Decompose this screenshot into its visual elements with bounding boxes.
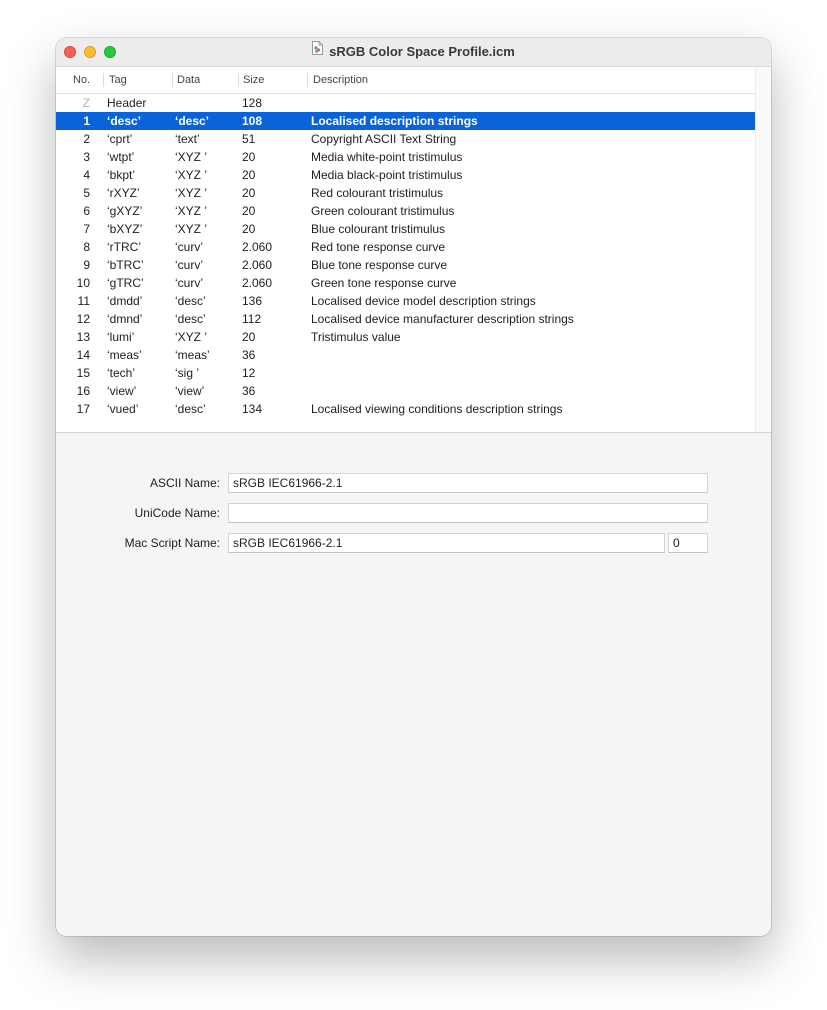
cell-tag: ‘bTRC’ <box>107 258 144 272</box>
cell-description: Blue tone response curve <box>311 258 448 272</box>
cell-size: 20 <box>242 204 256 218</box>
cell-no: 1 <box>83 114 90 128</box>
cell-description: Tristimulus value <box>311 330 401 344</box>
cell-data: ‘text’ <box>175 132 200 146</box>
cell-size: 36 <box>242 348 256 362</box>
cell-size: 20 <box>242 186 256 200</box>
cell-size: 51 <box>242 132 256 146</box>
column-header-no[interactable]: No. <box>73 74 91 86</box>
column-divider <box>307 73 308 87</box>
cell-no: 3 <box>83 150 90 164</box>
cell-no: 7 <box>83 222 90 236</box>
cell-no: 5 <box>83 186 90 200</box>
cell-data: ‘XYZ ’ <box>175 204 208 218</box>
column-header-data[interactable]: Data <box>177 74 201 86</box>
table-scrollbar[interactable] <box>755 67 771 432</box>
cell-size: 128 <box>242 96 263 110</box>
cell-no: 15 <box>76 366 90 380</box>
cell-description: Media black-point tristimulus <box>311 168 463 182</box>
cell-data: ‘desc’ <box>175 294 206 308</box>
unicode-name-label: UniCode Name: <box>134 506 220 520</box>
ascii-name-label: ASCII Name: <box>149 476 220 490</box>
cell-description: Media white-point tristimulus <box>311 150 463 164</box>
cell-tag: ‘rTRC’ <box>107 240 141 254</box>
cell-description: Green colourant tristimulus <box>311 204 455 218</box>
table-row[interactable] <box>56 184 756 202</box>
cell-size: 136 <box>242 294 263 308</box>
cell-data: ‘meas’ <box>175 348 210 362</box>
cell-data: ‘view’ <box>175 384 205 398</box>
cell-tag: ‘cprt’ <box>107 132 133 146</box>
mac-script-name-label: Mac Script Name: <box>124 536 220 550</box>
cell-size: 36 <box>242 384 256 398</box>
title-bar[interactable] <box>56 38 771 67</box>
cell-no: Z <box>82 96 90 110</box>
profile-window <box>56 38 771 936</box>
table-row[interactable] <box>56 148 756 166</box>
table-row[interactable] <box>56 238 756 256</box>
window-title: sRGB Color Space Profile.icm <box>329 44 515 59</box>
table-row[interactable] <box>56 310 756 328</box>
cell-data: ‘XYZ ’ <box>175 150 208 164</box>
table-row[interactable] <box>56 400 756 418</box>
cell-tag: ‘wtpt’ <box>107 150 135 164</box>
cell-data: ‘curv’ <box>175 258 204 272</box>
cell-no: 17 <box>76 402 90 416</box>
mac-script-name-field[interactable] <box>228 533 665 553</box>
mac-script-code-field[interactable] <box>668 533 708 553</box>
cell-tag: ‘lumi’ <box>107 330 135 344</box>
table-row[interactable] <box>56 130 756 148</box>
cell-description: Localised device manufacturer description strings <box>311 312 574 326</box>
window-title-area <box>56 38 771 66</box>
table-row[interactable] <box>56 346 756 364</box>
cell-tag: ‘gXYZ’ <box>107 204 143 218</box>
cell-tag: ‘desc’ <box>107 114 142 128</box>
cell-size: 12 <box>242 366 256 380</box>
ascii-name-field[interactable] <box>228 473 708 493</box>
cell-tag: ‘gTRC’ <box>107 276 144 290</box>
column-divider <box>172 73 173 87</box>
cell-data: ‘sig ’ <box>175 366 200 380</box>
cell-no: 2 <box>83 132 90 146</box>
cell-description: Red tone response curve <box>311 240 446 254</box>
cell-tag: ‘vued’ <box>107 402 139 416</box>
table-row[interactable] <box>56 202 756 220</box>
cell-no: 14 <box>76 348 90 362</box>
cell-tag: ‘view’ <box>107 384 137 398</box>
cell-size: 2.060 <box>242 276 273 290</box>
cell-tag: ‘bkpt’ <box>107 168 136 182</box>
cell-tag: ‘dmdd’ <box>107 294 143 308</box>
cell-data: ‘XYZ ’ <box>175 222 208 236</box>
cell-tag: ‘bXYZ’ <box>107 222 143 236</box>
cell-size: 108 <box>242 114 263 128</box>
cell-tag: ‘dmnd’ <box>107 312 143 326</box>
column-divider <box>103 73 104 87</box>
cell-no: 6 <box>83 204 90 218</box>
cell-data: ‘curv’ <box>175 276 204 290</box>
cell-no: 13 <box>76 330 90 344</box>
cell-description: Copyright ASCII Text String <box>311 132 457 146</box>
cell-size: 20 <box>242 330 256 344</box>
cell-size: 20 <box>242 222 256 236</box>
cell-description: Red colourant tristimulus <box>311 186 444 200</box>
cell-description: Localised description strings <box>311 114 478 128</box>
cell-size: 2.060 <box>242 258 273 272</box>
cell-no: 11 <box>77 294 90 308</box>
cell-data: ‘curv’ <box>175 240 204 254</box>
cell-no: 10 <box>76 276 90 290</box>
table-row[interactable] <box>56 166 756 184</box>
column-divider <box>238 73 239 87</box>
cell-size: 20 <box>242 168 256 182</box>
table-row[interactable] <box>56 292 756 310</box>
cell-data: ‘XYZ ’ <box>175 330 208 344</box>
table-row-selected[interactable] <box>56 112 756 130</box>
document-icon <box>312 38 323 65</box>
table-row[interactable] <box>56 328 756 346</box>
table-body <box>56 94 756 418</box>
cell-description: Localised device model description strings <box>311 294 536 308</box>
cell-tag: ‘tech’ <box>107 366 136 380</box>
table-header <box>56 67 756 94</box>
cell-tag: ‘rXYZ’ <box>107 186 140 200</box>
cell-no: 9 <box>83 258 90 272</box>
cell-tag: Header <box>107 96 147 110</box>
cell-data: ‘XYZ ’ <box>175 186 208 200</box>
table-row[interactable] <box>56 274 756 292</box>
cell-size: 20 <box>242 150 256 164</box>
cell-data: ‘desc’ <box>175 402 206 416</box>
tag-table[interactable] <box>56 67 771 433</box>
cell-size: 2.060 <box>242 240 273 254</box>
column-header-description[interactable]: Description <box>313 74 369 86</box>
cell-size: 134 <box>242 402 263 416</box>
cell-data: ‘desc’ <box>175 312 206 326</box>
cell-description: Green tone response curve <box>311 276 457 290</box>
table-row[interactable] <box>56 382 756 400</box>
cell-no: 8 <box>83 240 90 254</box>
column-header-tag[interactable]: Tag <box>109 74 127 86</box>
cell-tag: ‘meas’ <box>107 348 142 362</box>
table-row[interactable] <box>56 94 756 112</box>
table-row[interactable] <box>56 256 756 274</box>
column-header-size[interactable]: Size <box>243 74 265 86</box>
table-row[interactable] <box>56 220 756 238</box>
cell-no: 16 <box>76 384 90 398</box>
cell-no: 4 <box>83 168 90 182</box>
cell-data: ‘desc’ <box>175 114 210 128</box>
cell-data: ‘XYZ ’ <box>175 168 208 182</box>
cell-size: 112 <box>242 312 262 326</box>
table-row[interactable] <box>56 364 756 382</box>
cell-description: Localised viewing conditions description strings <box>311 402 563 416</box>
cell-no: 12 <box>76 312 90 326</box>
cell-description: Blue colourant tristimulus <box>311 222 446 236</box>
unicode-name-field[interactable] <box>228 503 708 523</box>
